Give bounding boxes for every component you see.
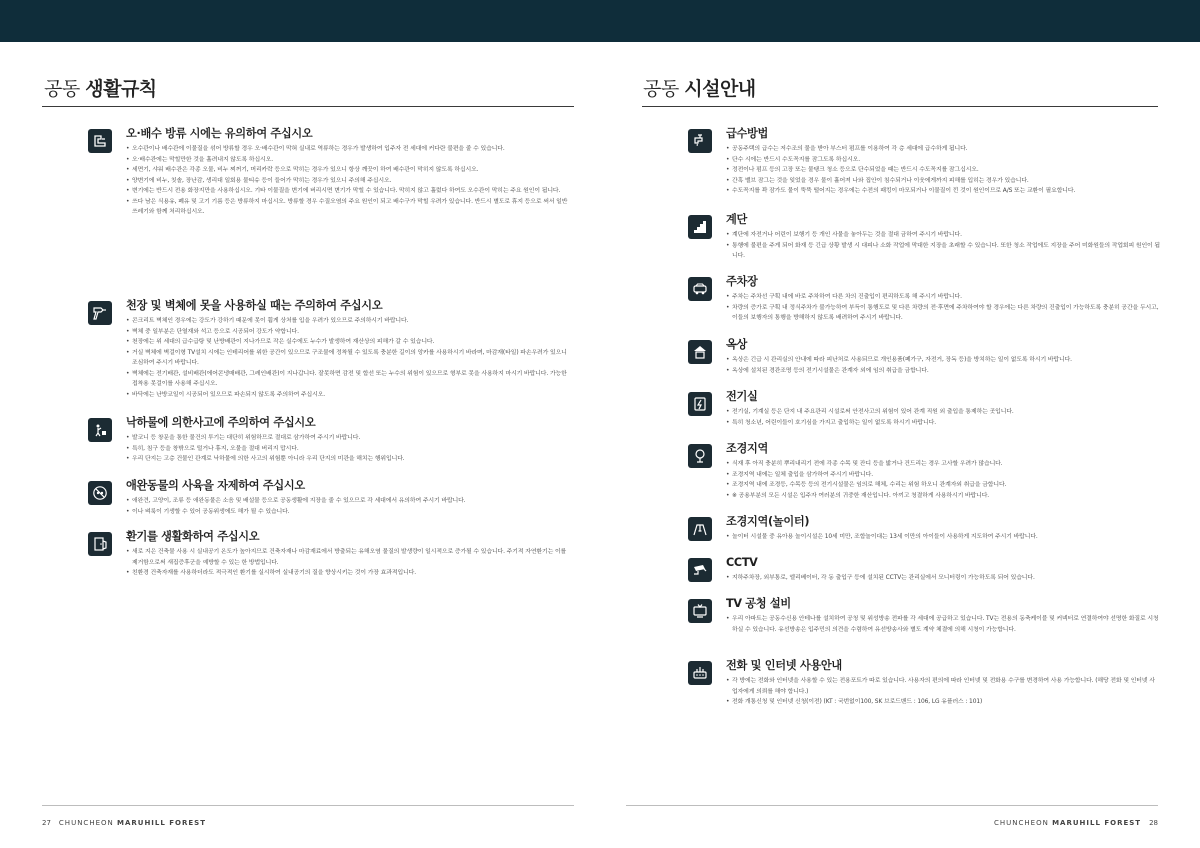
footer-brand-light: CHUNCHEON xyxy=(58,819,117,827)
bullet-item: • 수도꼭지를 꽉 잠가도 물이 뚝뚝 떨어지는 경우에는 수전의 패킹이 마모되거나 이물질이 낀 것이 원인이므로 A/S 또는 교환이 필요합니다. xyxy=(726,186,1160,197)
bullet-list xyxy=(726,532,1160,543)
bullet-item: • 쓰다 남은 식용유, 폐유 및 고기 기름 등은 방류하지 마십시오. 방류할 경우 수질오염의 주요 원인이 되고 배수구가 막힐 우려가 있습니다. 반드시 별도로 휴지 등으로 써서 일반쓰레기와 함께 처리하십시오. xyxy=(126,197,568,218)
electric-room-icon xyxy=(688,392,712,416)
bullet-item: • 새로 지은 건축물 사용 시 실내공기 온도가 높아지므로 건축자재나 마감재료에서 방출되는 유해오염 물질의 발생량이 일시적으로 증가될 수 있습니다. 주기적 자연환기는 이를 제거함으로써 새집증후군을 예방할 수 있는 한 방법입니다. xyxy=(126,547,568,568)
bullet-item: • 정전이나 펌프 등의 고장 또는 물탱크 청소 등으로 단수되었을 때는 반드시 수도꼭지를 잠그십시오. xyxy=(726,165,1160,176)
bullet-item: • 조경지역 내에는 일체 출입을 삼가하여 주시기 바랍니다. xyxy=(726,470,1160,481)
section xyxy=(88,127,568,218)
page-title-bold: 생활규칙 xyxy=(85,78,157,100)
stairs-icon xyxy=(688,215,712,239)
parking-icon xyxy=(688,277,712,301)
tv-icon xyxy=(688,599,712,623)
bullet-item: • 전기실, 기계실 등은 단지 내 주요관리 시설로써 안전사고의 위험이 있어 관계 직원 외 출입을 통제하는 곳입니다. xyxy=(726,407,1160,418)
section-title: 오·배수 방류 시에는 유의하여 주십시오 xyxy=(126,127,313,140)
bullet-item: • 세면기, 샤워 배수관은 각종 오물, 비누 찌꺼기, 머리카락 등으로 막히는 경우가 있으니 항상 깨끗이 하여 배수관이 막히지 않도록 하십시오. xyxy=(126,165,568,176)
bullet-item: • 벽체 중 일부분은 단열재와 석고 등으로 시공되어 강도가 약합니다. xyxy=(126,327,568,338)
bullet-item: • 조경지역 내에 조경등, 수목등 등의 전기시설물은 임의로 해체, 수리는 위험 하오니 관계자외 취급을 금합니다. xyxy=(726,480,1160,491)
drill-icon xyxy=(88,301,112,325)
page-title xyxy=(44,74,157,101)
water-faucet-icon xyxy=(688,129,712,153)
bullet-item: • 오·배수관에는 막힐만한 것을 흘려내지 않도록 하십시오. xyxy=(126,155,568,166)
footer-brand-bold: MARUHILL FOREST xyxy=(1052,819,1142,827)
bullet-item: • 천장에는 위 세대의 급수급탕 및 난방배관이 지나가므로 작은 실수에도 누수가 발생하여 재산상의 피해가 갈 수 있습니다. xyxy=(126,337,568,348)
bullet-list xyxy=(126,547,568,579)
bullet-list xyxy=(726,573,1160,584)
bullet-item: • 통행에 불편을 주게 되어 화재 등 긴급 상황 발생 시 대피나 소화 작업에 막대한 지장을 초래할 수 있습니다. 또한 청소 작업에도 지장을 주어 미화원들의 작업회피 원인이 됩니다. xyxy=(726,241,1160,262)
bullet-item: • 오수관이나 배수관에 이물질을 섞어 방류할 경우 오·배수관이 막혀 실내로 역류하는 경우가 발생하여 입주자 전 세대에 커다란 불편을 줄 수 있습니다. xyxy=(126,144,568,155)
section-title: 전기실 xyxy=(726,390,758,403)
bullet-item: • 단수 시에는 반드시 수도꼭지를 잠그도록 하십시오. xyxy=(726,155,1160,166)
section-title: 낙하물에 의한사고에 주의하여 주십시오 xyxy=(126,416,316,429)
section-title: 전화 및 인터넷 사용안내 xyxy=(726,659,842,672)
bullet-list xyxy=(126,433,568,465)
section xyxy=(88,416,568,465)
footer-divider xyxy=(42,805,574,806)
bullet-list xyxy=(726,355,1160,376)
cctv-icon xyxy=(688,558,712,582)
footer xyxy=(994,819,1158,827)
section xyxy=(688,338,1160,376)
bullet-item: • 콘크리트 벽체인 경우에는 강도가 강하기 때문에 못이 휨게 상처를 입을 우려가 있으므로 주의하시기 바랍니다. xyxy=(126,316,568,327)
bullet-item: • 차량의 증가로 구획 내 정식주차가 불가능하여 부득이 통행도로 및 다른 차량의 전·후면에 주차하여야 할 경우에는 다른 차량의 진출입이 가능하도록 충분히 공간을 두시고, 이들의 보행자의 통행을 방해하지 않도록 배려하여 주시기 바랍니다. xyxy=(726,303,1160,324)
bullet-item: • 벽체에는 전기배관, 설비배관(에어콘냉매배관, 그레인배관)이 지나갑니다. 잘못하면 감전 및 합선 또는 누수의 위험이 있으므로 형부로 못을 사용하지 마시기 바랍니다. 가능한 접착용 못걸이를 사용해 주십시오. xyxy=(126,369,568,390)
section-title: 애완동물의 사육을 자제하여 주십시오 xyxy=(126,479,305,492)
bullet-item: • 애완견, 고양이, 조류 등 애완동물은 소음 및 배설물 등으로 공동생활에 지장을 줄 수 있으므로 각 세대에서 유의하여 주시기 바랍니다. xyxy=(126,496,568,507)
landscape-tree-icon xyxy=(688,444,712,468)
bullet-list xyxy=(126,144,568,218)
bullet-item: • 공동주택의 급수는 저수조의 물을 받아 부스터 펌프를 이용하여 각 층 세대에 급수하게 됩니다. xyxy=(726,144,1160,155)
page-number: 27 xyxy=(42,819,51,827)
no-pets-icon xyxy=(88,481,112,505)
section xyxy=(688,213,1160,262)
bullet-item: • 각 방에는 전화와 인터넷을 사용할 수 있는 전용포트가 따로 있습니다. 사용자의 편의에 따라 인터넷 및 전화용 수구를 변경하여 사용 가능합니다. (해당 전화 및 인터넷 사업자에게 의뢰를 해야 합니다.) xyxy=(726,676,1160,697)
footer-brand-light: CHUNCHEON xyxy=(994,819,1053,827)
falling-object-icon xyxy=(88,418,112,442)
top-banner xyxy=(0,0,1200,42)
playground-icon xyxy=(688,517,712,541)
rooftop-icon xyxy=(688,340,712,364)
bullet-item: • 거실 벽체에 벽걸이형 TV설치 시에는 인테리어를 위한 공간이 있으므로 구조물에 정착될 수 있도록 충분한 길이의 앙카를 사용하시기 바라며, 마감재(타일) 파손우려가 있으니 조심하여 주시기 바랍니다. xyxy=(126,348,568,369)
section-title: CCTV xyxy=(726,556,758,569)
section xyxy=(688,275,1160,324)
bullet-list xyxy=(726,676,1160,708)
bullet-item: • 지하주차장, 외부통로, 엘리베이터, 각 동 출입구 등에 설치된 CCTV는 관리실에서 모니터링이 가능하도록 되어 있습니다. xyxy=(726,573,1160,584)
bullet-item: • 특히 청소년, 어린이들이 호기심을 가지고 출입하는 일이 없도록 하시기 바랍니다. xyxy=(726,418,1160,429)
bullet-item: • 발코니 등 창문을 통한 물건의 투기는 대단히 위험하므로 절대로 삼가하여 주시기 바랍니다. xyxy=(126,433,568,444)
left-page xyxy=(0,42,600,848)
bullet-item: • 식재 후 아직 충분히 뿌리내리기 전에 각종 수목 및 잔디 등을 밟거나 건드리는 경우 고사할 우려가 많습니다. xyxy=(726,459,1160,470)
bullet-item: • 계단에 자전거나 어린이 보행기 등 개인 사물을 놓아두는 것을 절대 금하여 주시기 바랍니다. xyxy=(726,230,1160,241)
bullet-item: • ※ 공용부분의 모든 시설은 입주자 여러분의 귀중한 재산입니다. 아끼고 청결하게 사용하시기 바랍니다. xyxy=(726,491,1160,502)
bullet-item: • 변기에는 반드시 전용 화장지만을 사용하십시오. 기타 이물질을 변기에 버리시면 변기가 막힐 수 있습니다. 막히지 않고 흘렀다 하여도 오수관이 막히는 주요 원인이 됩니다. xyxy=(126,186,568,197)
bullet-list xyxy=(726,144,1160,197)
bullet-item: • 전화 개통신청 및 인터넷 신청(이전) (KT : 국번없이100, SK 브로드밴드 : 106, LG 유플러스 : 101) xyxy=(726,697,1160,708)
phone-internet-icon xyxy=(688,661,712,685)
section xyxy=(688,597,1160,635)
section-title: 주차장 xyxy=(726,275,758,288)
bullet-item: • 옥상에 설치된 경관조명 등의 전기시설물은 관계자 외에 임의 취급을 금합니다. xyxy=(726,366,1160,377)
section xyxy=(688,390,1160,428)
bullet-list xyxy=(726,230,1160,262)
title-divider xyxy=(42,106,574,107)
bullet-item: • 양변기에 비누, 칫솔, 장난감, 생리대 일회용 물티슈 등이 들어가 막히는 경우가 있으니 주의해 주십시오. xyxy=(126,176,568,187)
section xyxy=(688,127,1160,197)
bullet-item: • 주차는 주차선 구획 내에 바로 주차하여 다른 차의 진출입이 편리하도록 해 주시기 바랍니다. xyxy=(726,292,1160,303)
section-title: 환기를 생활화하여 주십시오 xyxy=(126,530,260,543)
bullet-list xyxy=(126,316,568,400)
page-title xyxy=(643,74,756,101)
bullet-item: • 친환경 건축자재를 사용하더라도 적극적인 환기를 실시하여 실내공기의 질을 향상시키는 것이 가장 효과적입니다. xyxy=(126,568,568,579)
section-title: TV 공청 설비 xyxy=(726,597,791,610)
bullet-item: • 놀이터 시설물 중 유아용 놀이시설은 10세 미만, 조합놀이대는 13세 이만의 아이들이 사용하게 지도하여 주시기 바랍니다. xyxy=(726,532,1160,543)
section-title: 조경지역 xyxy=(726,442,769,455)
section xyxy=(688,442,1160,501)
bullet-item: • 우리 단지는 고층 건물인 관계로 낙하물에 의한 사고의 위험뿐 아니라 우리 단지의 미관을 해치는 행위입니다. xyxy=(126,454,568,465)
bullet-item: • 특히, 침구 등을 창밖으로 털거나 휴지, 오물을 절대 버리지 맙시다. xyxy=(126,444,568,455)
bullet-item: • 우리 아파트는 공동수신용 안테나를 설치하여 공청 및 위성방송 전파를 각 세대에 공급하고 있습니다. TV는 전용의 동축케이블 및 커넥터로 연결하여야 선명한 화질로 시청하실 수 있습니다. 유선방송은 입주민의 의견을 수렴하여 유선방송사와 별도 계약 체결에 의해 시청이 가능합니다. xyxy=(726,614,1160,635)
section-title: 조경지역(놀이터) xyxy=(726,515,810,528)
section xyxy=(88,479,568,517)
page-title-bold: 시설안내 xyxy=(684,78,756,100)
page-number: 28 xyxy=(1149,819,1158,827)
section xyxy=(88,530,568,579)
section xyxy=(688,659,1160,708)
bullet-item: • 바닥에는 난방코일이 시공되어 있으므로 파손되지 않도록 주의하여 주십시오. xyxy=(126,390,568,401)
drain-pipe-icon xyxy=(88,129,112,153)
section-title: 옥상 xyxy=(726,338,748,351)
ventilation-door-icon xyxy=(88,532,112,556)
bullet-list xyxy=(726,292,1160,324)
bullet-list xyxy=(126,496,568,517)
bullet-list xyxy=(726,614,1160,635)
page-title-light: 공동 xyxy=(643,78,685,100)
title-divider xyxy=(642,106,1158,107)
section-title: 계단 xyxy=(726,213,748,226)
section xyxy=(688,556,1160,584)
bullet-item: • 이나 벼룩이 기생할 수 있어 공동위생에도 해가 될 수 있습니다. xyxy=(126,507,568,518)
section-title: 급수방법 xyxy=(726,127,769,140)
footer-divider xyxy=(626,805,1158,806)
bullet-list xyxy=(726,407,1160,428)
bullet-item: • 옥상은 긴급 시 관리실의 안내에 따라 피난처로 사용되므로 개인용품(폐가구, 자전거, 장독 등)을 방치하는 일이 없도록 하시기 바랍니다. xyxy=(726,355,1160,366)
page-title-light: 공동 xyxy=(44,78,86,100)
section xyxy=(88,299,568,400)
right-page xyxy=(600,42,1200,848)
footer xyxy=(42,819,206,827)
bullet-list xyxy=(726,459,1160,501)
footer-brand-bold: MARUHILL FOREST xyxy=(116,819,206,827)
bullet-item: • 간혹 밸브 잠그는 것을 잊었을 경우 물이 흘어져 나와 집안이 침수되거나 이웃에게까지 피해를 입히는 경우가 있습니다. xyxy=(726,176,1160,187)
section-title: 천장 및 벽체에 못을 사용하실 때는 주의하여 주십시오 xyxy=(126,299,383,312)
section xyxy=(688,515,1160,543)
